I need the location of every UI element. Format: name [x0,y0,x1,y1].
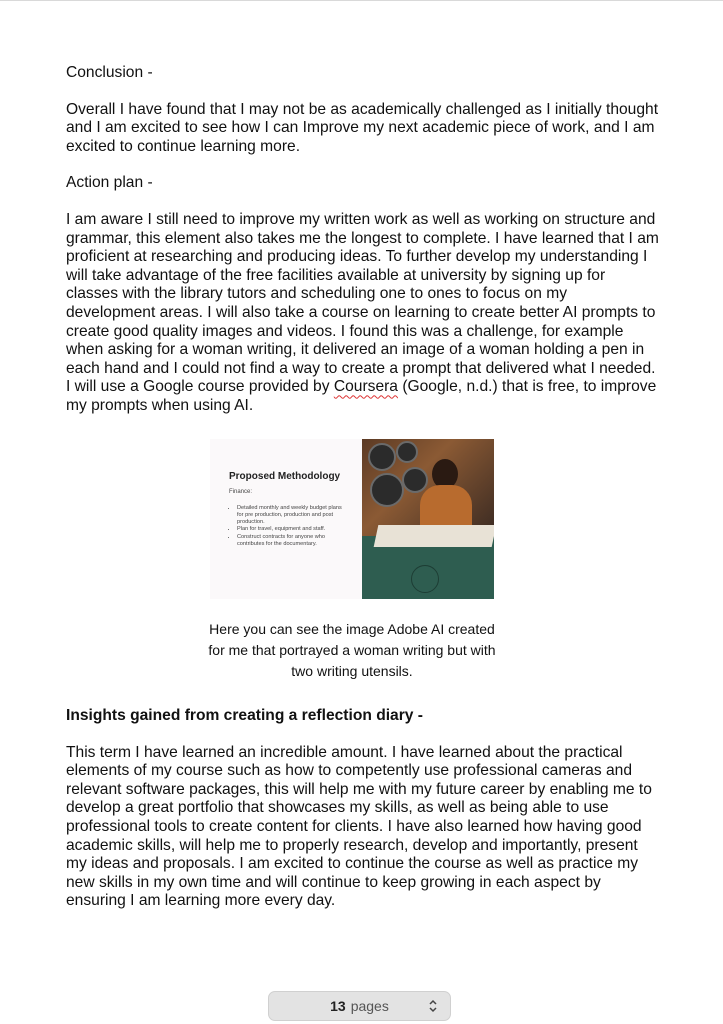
embedded-slide-image [210,439,494,599]
action-plan-heading: Action plan - [66,174,153,192]
page-count-selector[interactable] [268,991,451,1021]
top-divider [0,0,723,1]
film-reel-icon [396,441,418,463]
spellcheck-flagged-word[interactable]: Coursera [333,378,398,396]
film-reel-icon [368,443,396,471]
chevron-up-down-icon [428,997,438,1015]
film-reel-icon [370,473,404,507]
desk-papers-shape [374,525,494,547]
slide-title: Proposed Methodology [229,471,341,482]
emblem-icon [411,565,439,593]
document-page [66,64,660,416]
slide-bullet-list [231,505,347,549]
action-plan-text-1: I am aware I still need to improve my written work as well as working on structure and grammar, this element also takes me the longest to complete. I have learned that I am proficient at researching and producing ideas. To further develop my understanding I will take advantage of the free facilities available at university by signing up for classes with the library tutors and scheduling one to ones to focus on my development areas. I will also take a course on learning to create better AI prompts to create good quality images and videos. I found this was a challenge, for example when asking for a woman writing, it delivered an image of a woman holding a pen in each hand and I could not find a way to create a prompt that delivered what I needed. I will use a Google course provided by [66,210,659,396]
page-count-label: pages [350,998,389,1014]
film-reel-icon [402,467,428,493]
action-plan-paragraph [66,211,660,416]
slide-text-panel [210,439,362,599]
ai-generated-photo [362,439,494,599]
slide-bullet: • Detailed monthly and weekly budget plans for pre production, production and post production. [237,505,347,525]
insights-paragraph: This term I have learned an incredible amount. I have learned about the practical elements of my course such as how to competently use professional cameras and relevant software packages, this will help me with my future career by enabling me to develop a great portfolio that showcases my skills, as well as being able to use professional tools to create content for clients. I have also learned how having good academic skills, will help me to properly research, develop and importantly, present my ideas and proposals. I am excited to continue the course as well as practice my new skills in my own time and will continue to keep growing in each aspect by ensuring I am learning more every day. [66,743,652,910]
conclusion-heading: Conclusion - [66,64,153,81]
insights-section [66,707,660,911]
action-plan-text-2: (Google, n.d.) that is free, to improve my prompts when using AI. [66,378,657,414]
insights-heading: Insights gained from creating a reflection diary - [66,707,423,724]
slide-subtitle: Finance: [229,489,253,495]
page-count-number: 13 [330,998,346,1014]
figure-caption: Here you can see the image Adobe AI created for me that portrayed a woman writing but with two writing utensils. [208,621,496,679]
slide-bullet: • Plan for travel, equipment and staff. [237,526,347,533]
conclusion-paragraph: Overall I have found that I may not be as academically challenged as I initially thought and I am excited to see how I can Improve my next academic piece of work, and I am excited to continue learning more. [66,100,659,155]
slide-bullet: • Construct contracts for anyone who contributes for the documentary. [237,534,347,548]
